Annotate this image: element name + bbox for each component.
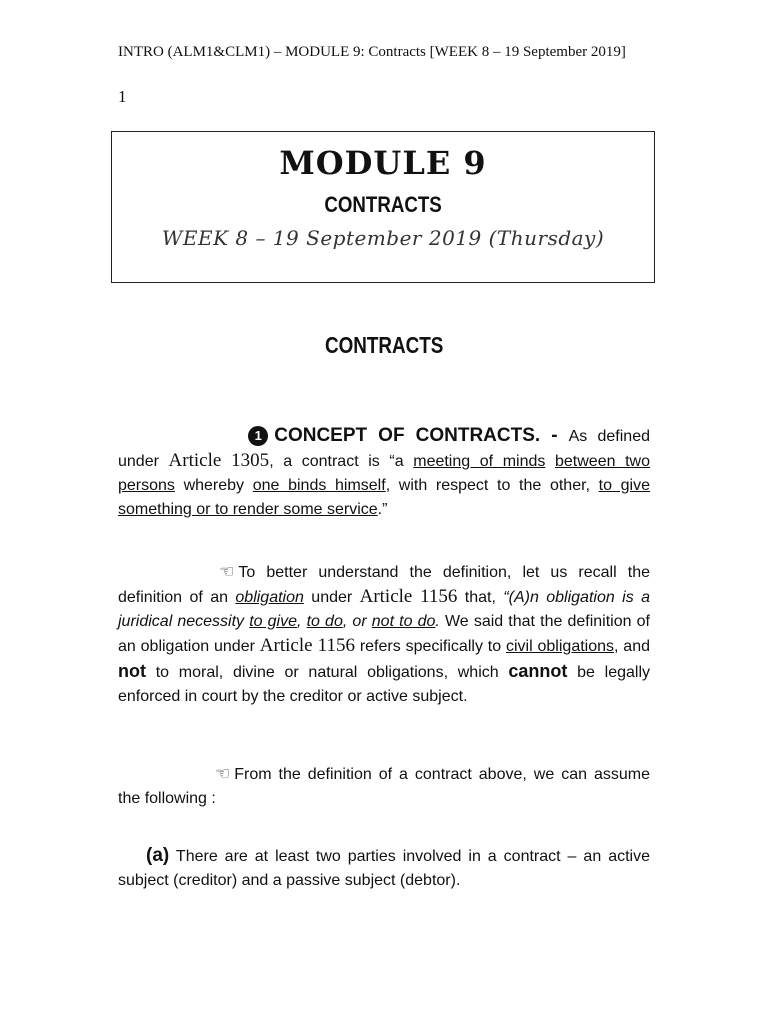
concept-heading: CONCEPT OF CONTRACTS. [274,425,541,446]
pointing-hand-icon: ☜ [219,562,235,581]
assumption-paragraph: ☜ From the definition of a contract above, we can assume the following : [118,764,650,807]
module-subtitle: CONTRACTS [324,192,442,217]
module-title-box [111,131,655,283]
item-label: (a) [146,845,170,866]
concept-paragraph: 1 CONCEPT OF CONTRACTS. - As defined under Article 1305, a contract is “a meeting of minds between two persons whereby one binds himself, with respect to the other, to give something or to render some service.” [118,425,651,518]
running-header: INTRO (ALM1&CLM1) – MODULE 9: Contracts [WEEK 8 – 19 September 2019] [118,44,626,60]
article-ref: Article 1156 [259,635,355,656]
article-ref: Article 1156 [359,586,458,607]
page-number: 1 [118,87,127,106]
pointing-hand-icon: ☜ [214,764,231,783]
item-a-paragraph: (a) There are at least two parties involved in a contract – an active subject (creditor) and a passive subject (debtor). [118,845,650,889]
article-ref: Article 1305 [168,450,270,471]
section-title: CONTRACTS [324,332,444,358]
module-title: MODULE 9 [279,144,487,182]
obligation-paragraph: ☜ To better understand the definition, let us recall the definition of an obligation under Article 1156 that, “(A)n obligation is a juridical necessity to give, to do, or not to do. We said that the definition of an obligation under Article 1156 refers specifically to civil obligations, and not to moral, divine or natural obligations, which cannot be legally enforced in court by the creditor or active subject. [118,562,651,705]
section-number-badge: 1 [248,426,268,446]
module-week: WEEK 8 – 19 September 2019 (Thursday) [161,226,605,250]
